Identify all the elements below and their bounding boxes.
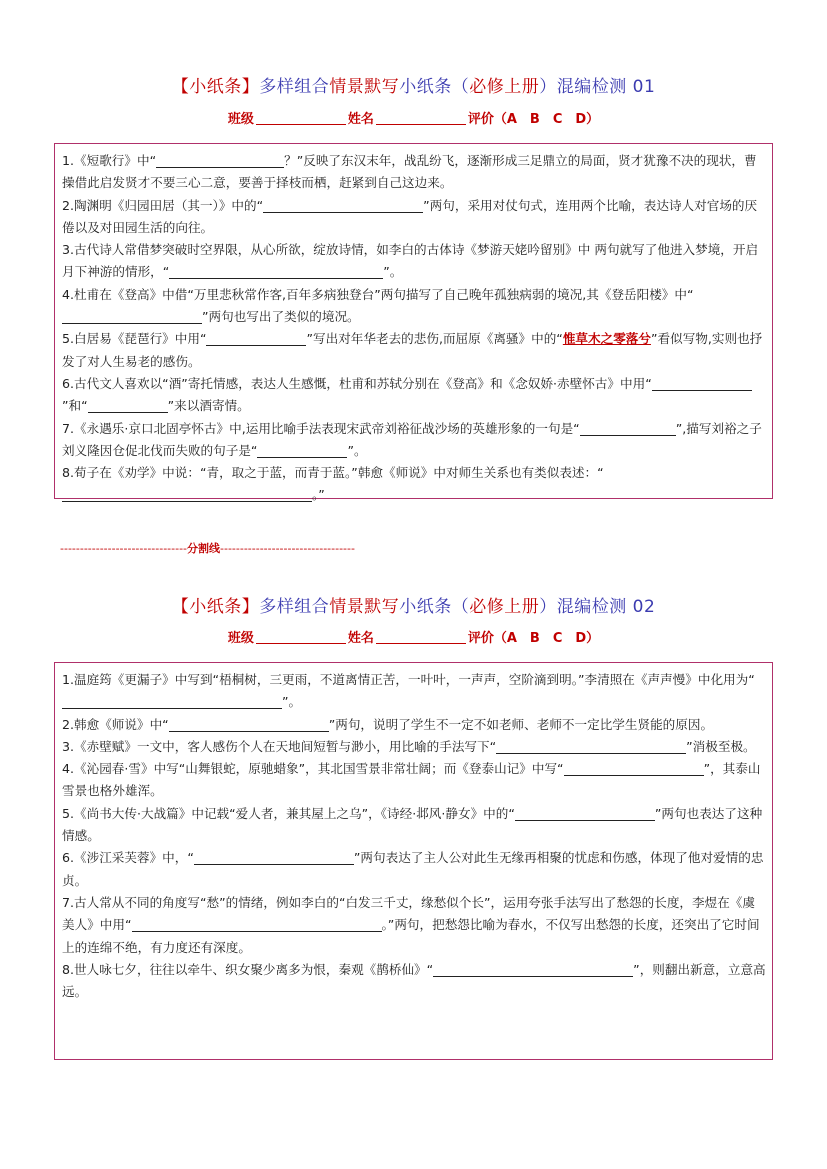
title-part-1: 小纸条	[189, 77, 242, 97]
divider-label: 分割线	[187, 542, 221, 555]
title-part-4: 小纸条	[399, 597, 452, 617]
eval-label: 评价（A B C D）	[467, 112, 600, 127]
question-5: 5.白居易《琵琶行》中用“ ”写出对年华老去的悲伤,而屈原《离骚》中的“惟草木之零落兮”看似写物,实则也抒发了对人生易老的感伤。	[62, 331, 763, 369]
question-6: 6.古代文人喜欢以“酒”寄托情感，表达人生感慨，杜甫和苏轼分别在《登高》和《念奴娇·赤壁怀古》中用“”和“ ”来以酒寄情。	[62, 373, 766, 418]
answer-blank[interactable]	[62, 487, 312, 502]
name-label: 姓名	[347, 112, 374, 127]
answer-blank[interactable]	[169, 264, 383, 279]
answer-blank[interactable]	[62, 694, 282, 709]
highlighted-quote: 惟草木之零落兮	[562, 331, 651, 347]
title-part-2: 多样组合	[259, 77, 330, 97]
title-bracket-open: 【	[171, 77, 190, 97]
title-bracket-close: 】	[241, 597, 260, 617]
question-8: 8.世人咏七夕，往往以牵牛、织女聚少离多为恨，秦观《鹊桥仙》“ ”，则翻出新意，立意高远。	[62, 961, 766, 1000]
section2-title	[0, 592, 827, 617]
question-4: 4.杜甫在《登高》中借“万里悲秋常作客,百年多病独登台”两句描写了自己晚年孤独病弱的境况,其《登岳阳楼》中“”两句也写出了类似的境况。	[62, 286, 694, 325]
answer-blank[interactable]	[564, 761, 704, 776]
question-4: 4.《沁园春·雪》中写“山舞银蛇，原驰蜡象”，其北国雪景非常壮阔；而《登泰山记》中写“ ”，其泰山雪景也格外雄浑。	[62, 761, 761, 799]
answer-blank[interactable]	[62, 309, 202, 324]
title-part-2: 多样组合	[259, 597, 330, 617]
section2-question-box	[54, 662, 773, 1060]
answer-blank[interactable]	[156, 153, 284, 168]
name-label: 姓名	[347, 631, 374, 646]
answer-blank[interactable]	[257, 443, 347, 458]
title-part-1: 小纸条	[189, 597, 242, 617]
answer-blank[interactable]	[652, 376, 752, 391]
answer-blank[interactable]	[206, 331, 306, 346]
question-5: 5.《尚书大传·大战篇》中记载“爱人者，兼其屋上之乌”，《诗经·邶风·静女》中的“ ”两句也表达了这种情感。	[62, 805, 763, 844]
question-1: 1.《短歌行》中“ ？”反映了东汉末年，战乱纷飞，逐渐形成三足鼎立的局面，贤才犹豫不决的现状，曹操借此启发贤才不要三心二意，要善于择枝而栖，赶紧到自己这边来。	[62, 153, 757, 191]
title-paren-open: （	[451, 597, 470, 617]
title-bracket-open: 【	[171, 597, 190, 617]
answer-blank[interactable]	[169, 717, 329, 732]
class-label: 班级	[227, 631, 254, 646]
section1-title	[0, 72, 827, 97]
eval-label: 评价（A B C D）	[467, 631, 600, 646]
answer-blank[interactable]	[580, 421, 676, 436]
class-blank[interactable]	[256, 112, 346, 125]
section2-info-line	[0, 627, 827, 646]
class-label: 班级	[227, 112, 254, 127]
name-blank[interactable]	[376, 631, 466, 644]
class-blank[interactable]	[256, 631, 346, 644]
answer-blank[interactable]	[433, 962, 633, 977]
question-8: 8.荀子在《劝学》中说：“青，取之于蓝，而青于蓝。”韩愈《师说》中对师生关系也有类似表述：“。”	[62, 465, 604, 503]
question-2: 2.陶渊明《归园田居（其一）》中的“ ”两句，采用对仗句式，连用两个比喻，表达诗人对官场的厌倦以及对田园生活的向往。	[62, 197, 758, 235]
answer-blank[interactable]	[132, 917, 382, 932]
title-part-5: 必修上册	[469, 597, 540, 617]
question-7: 7.古人常从不同的角度写“愁”的情绪，例如李白的“白发三千丈，缘愁似个长”，运用夸张手法写出了愁怨的长度，李煜在《虞美人》中用“ 。”两句，把愁怨比喻为春水，不仅写出愁怨的长度，还突出了它时间上的连绵不绝，有力度还有深度。	[62, 894, 760, 955]
section1-info-line	[0, 108, 827, 127]
title-part-3: 情景默写	[329, 597, 400, 617]
title-part-3: 情景默写	[329, 77, 400, 97]
question-3: 3.《赤壁赋》一文中，客人感伤个人在天地间短暂与渺小，用比喻的手法写下“ ”消极至极。	[62, 738, 756, 754]
title-paren-close: ）	[539, 597, 557, 617]
title-paren-open: （	[451, 77, 470, 97]
title-part-5: 必修上册	[469, 77, 540, 97]
answer-blank[interactable]	[515, 806, 655, 821]
answer-blank[interactable]	[194, 850, 354, 865]
question-6: 6.《涉江采芙蓉》中，“ ”两句表达了主人公对此生无缘再相聚的忧虑和伤感，体现了他对爱情的忠贞。	[62, 850, 764, 888]
section1-question-box	[54, 143, 773, 503]
answer-blank[interactable]	[496, 739, 686, 754]
question-2: 2.韩愈《师说》中“ ”两句，说明了学生不一定不如老师、老师不一定比学生贤能的原因。	[62, 716, 714, 732]
title-bracket-close: 】	[241, 77, 260, 97]
answer-blank[interactable]	[263, 198, 423, 213]
question-7: 7.《永遇乐·京口北固亭怀古》中,运用比喻手法表现宋武帝刘裕征战沙场的英雄形象的一句是“ ”,描写刘裕之子刘义隆因仓促北伐而失败的句子是“ ”。	[62, 420, 762, 458]
name-blank[interactable]	[376, 112, 466, 125]
title-part-4: 小纸条	[399, 77, 452, 97]
title-part-6: 混编检测 02	[556, 597, 656, 617]
question-3: 3.古代诗人常借梦突破时空界限，从心所欲，绽放诗情，如李白的古体诗《梦游天姥吟留别》中 两句就写了他进入梦境，开启月下神游的情形，“ ”。	[62, 242, 759, 280]
question-1: 1.温庭筠《更漏子》中写到“梧桐树，三更雨，不道离情正苦，一叶叶，一声声，空阶滴到明。”李清照在《声声慢》中化用为“”。	[62, 672, 755, 710]
answer-blank[interactable]	[88, 398, 168, 413]
title-part-6: 混编检测 01	[556, 77, 656, 97]
title-paren-close: ）	[539, 77, 557, 97]
divider-line: --------------------------------分割线----------------------------------	[60, 542, 355, 555]
